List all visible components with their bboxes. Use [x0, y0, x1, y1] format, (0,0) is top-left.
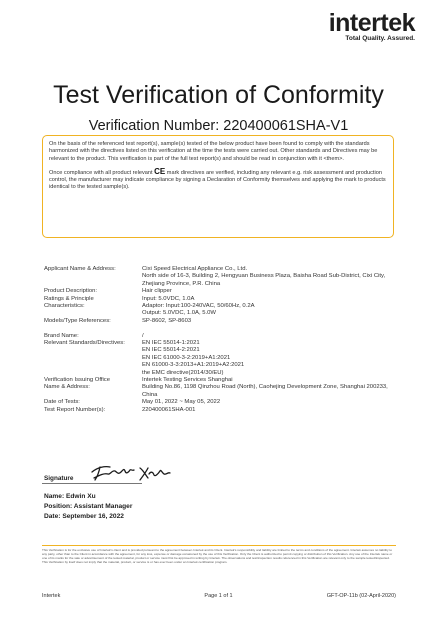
row-spacer [44, 325, 404, 332]
detail-label: Name & Address: [44, 384, 90, 391]
detail-value: Input: 5.0VDC, 1.0A [142, 295, 195, 302]
detail-label: Ratings & Principle [44, 295, 94, 302]
handwritten-signature [88, 458, 173, 484]
detail-value: / [142, 332, 144, 339]
intertek-logo [305, 10, 415, 42]
signer-date: Date: September 16, 2022 [44, 513, 124, 520]
detail-label: Characteristics: [44, 303, 85, 310]
legal-disclaimer: This Verification is for the exclusive use of Intertek's client and is provided pursuant to the agreement between Intertek and its Client. Intertek's responsibility and liability are limited to the terms and conditions of the agreement. Intertek assumes no liability to any party, other than to the Client in accordance with the agreement, for any loss, expense or damage occasioned by the use of this Verification. Only the Client is authorized to permit copying or distribution of this Verification. Any use of the Intertek name or one of its marks for the sale or advertisement of the tested material, product or service must first be approved in writing by Intertek. The observations and test/inspection results referenced in this Verification are relevant only to the sample tested/inspected. This Verification by itself does not imply that the material, product, or service is or has ever been under an Intertek certification program. [42, 548, 393, 564]
detail-label: Applicant Name & Address: [44, 266, 116, 272]
detail-row [44, 296, 404, 303]
detail-value: EN IEC 61000-3-2:2019+A1:2021 [142, 354, 231, 361]
detail-label: Test Report Number(s): [44, 406, 106, 413]
detail-row [44, 355, 404, 362]
detail-row [44, 310, 404, 317]
detail-value: EN IEC 55014-1:2021 [142, 340, 200, 347]
detail-row [44, 318, 404, 325]
detail-row [44, 384, 404, 399]
detail-label: Date of Tests: [44, 399, 80, 406]
detail-value: Adaptor: Input:100-240VAC, 50/60Hz, 0.2A [142, 303, 255, 310]
detail-value: North side of 16-3, Building 2, Hengyuan Business Plaza, Baisha Road Sub-District, Cixi City, Zhejiang Province, P.R. China [142, 273, 386, 287]
detail-row [44, 399, 404, 406]
statement-text-post: mark directives are verified, including any relevant e.g. risk assessment and production control, the manufacturer may indicate compliance by signing a Declaration of Conformity themselves and applying the mark to products identical to the tested sample(s). [49, 169, 386, 191]
detail-row [44, 266, 404, 273]
detail-value: Intertek Testing Services Shanghai [142, 377, 233, 384]
detail-value: Building No.86, 1198 Qinzhou Road (North), Caohejing Development Zone, Shanghai 200233, China [142, 384, 388, 398]
signature-line [42, 483, 142, 484]
signer-name: Name: Edwin Xu [44, 493, 96, 500]
details-table [44, 266, 404, 414]
detail-row [44, 340, 404, 347]
detail-label [44, 310, 142, 317]
ce-mark-icon: CE [154, 166, 166, 176]
signer-position: Position: Assistant Manager [44, 503, 133, 510]
signature-label: Signature [44, 475, 74, 482]
detail-value: the EMC directive(2014/30/EU) [142, 369, 224, 376]
detail-row [44, 407, 404, 414]
detail-row [44, 347, 404, 354]
logo-brand: intertek [328, 9, 415, 37]
detail-label [44, 362, 142, 369]
detail-value: Cixi Speed Electrical Appliance Co., Ltd. [142, 266, 248, 272]
detail-value: Output: 5.0VDC, 1.0A, 5.0W [142, 310, 216, 317]
detail-label [44, 355, 142, 362]
footer-page-number: Page 1 of 1 [204, 593, 233, 599]
footer-divider [42, 545, 396, 546]
conformity-statement-box [42, 135, 394, 238]
detail-row [44, 333, 404, 340]
detail-label: Verification Issuing Office [44, 377, 111, 384]
signer-block [44, 492, 132, 522]
detail-value: 220400061SHA-001 [142, 406, 196, 413]
detail-label [44, 273, 142, 288]
statement-paragraph-2 [49, 168, 387, 192]
detail-row [44, 288, 404, 295]
detail-row [44, 370, 404, 377]
verification-number: Verification Number: 220400061SHA-V1 [88, 118, 349, 134]
detail-value: EN 61000-3-3:2013+A1:2019+A2:2021 [142, 362, 245, 369]
detail-label [44, 370, 142, 377]
detail-label: Product Description: [44, 288, 98, 295]
detail-value: Hair clipper [142, 288, 172, 295]
detail-label [44, 347, 142, 354]
detail-value: EN IEC 55014-2:2021 [142, 347, 200, 354]
detail-label: Models/Type References: [44, 317, 111, 324]
statement-text-pre: Once compliance with all product relevant [49, 169, 153, 176]
detail-label: Brand Name: [44, 332, 79, 339]
detail-label: Relevant Standards/Directives: [44, 340, 125, 347]
footer-company: Intertek [42, 593, 61, 599]
document-title: Test Verification of Conformity [53, 81, 384, 109]
footer-form-code: GFT-OP-11b (02-April-2020) [326, 593, 396, 599]
statement-paragraph-1: On the basis of the referenced test report(s), sample(s) tested of the below product have been found to comply with the standards harmonized with the directives listed on this verification at the time the tests were carried out. Other standards and Directives may be relevant to the product. This verification is part of the full test report(s) and should be read in conjunction with it <them>. [49, 141, 378, 162]
detail-value: May 01, 2022 ~ May 05, 2022 [142, 399, 221, 406]
detail-row [44, 303, 404, 310]
logo-tagline: Total Quality. Assured. [345, 35, 415, 42]
detail-row [44, 273, 404, 288]
detail-value: SP-8602, SP-8603 [142, 317, 192, 324]
detail-row [44, 377, 404, 384]
detail-row [44, 362, 404, 369]
